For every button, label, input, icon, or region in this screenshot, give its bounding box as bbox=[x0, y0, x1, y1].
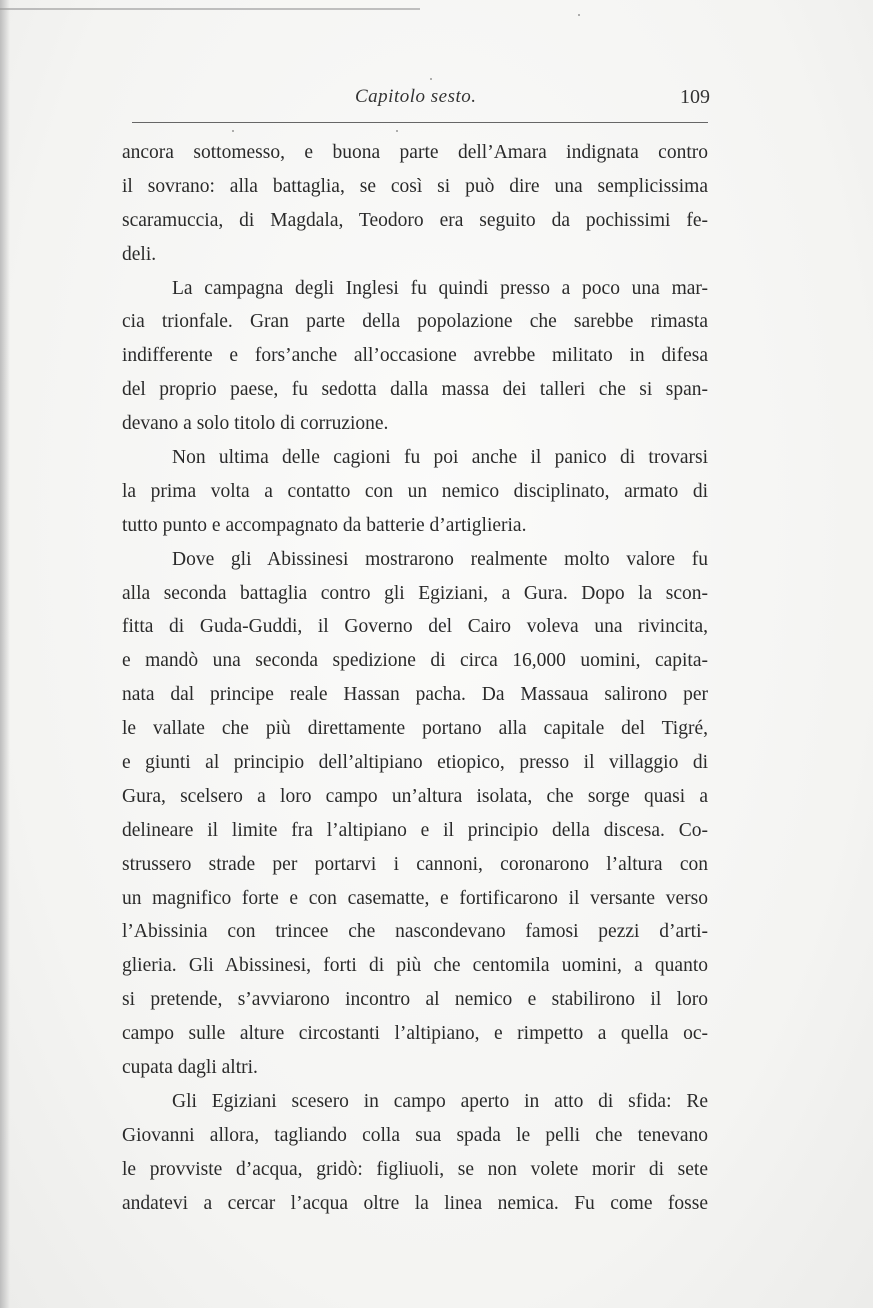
paragraph bbox=[122, 543, 708, 1085]
text-line: le vallate che più direttamente portano alla capitale del Tigré, bbox=[122, 718, 708, 740]
text-line: glieria. Gli Abissinesi, forti di più che centomila uomini, a quanto bbox=[122, 955, 708, 977]
text-line: deli. bbox=[122, 243, 157, 265]
text-body bbox=[122, 136, 708, 1221]
text-line: Dove gli Abissinesi mostrarono realmente molto valore fu bbox=[172, 548, 708, 570]
text-line: scaramuccia, di Magdala, Teodoro era seguito da pochissimi fe- bbox=[122, 209, 708, 231]
text-line: l’Abissinia con trincee che nascondevano famosi pezzi d’arti- bbox=[122, 921, 708, 943]
text-line: alla seconda battaglia contro gli Egiziani, a Gura. Dopo la scon- bbox=[122, 582, 708, 604]
text-line: indifferente e fors’anche all’occasione avrebbe militato in difesa bbox=[122, 345, 708, 367]
paragraph bbox=[122, 441, 708, 543]
text-line: La campagna degli Inglesi fu quindi presso a poco una mar- bbox=[172, 277, 708, 299]
text-line: Gli Egiziani scesero in campo aperto in atto di sfida: Re bbox=[172, 1090, 708, 1112]
scan-speck bbox=[430, 78, 432, 80]
text-line: e giunti al principio dell’altipiano etiopico, presso il villaggio di bbox=[122, 752, 708, 774]
text-line: nata dal principe reale Hassan pacha. Da Massaua salirono per bbox=[122, 684, 708, 706]
text-line: andatevi a cercar l’acqua oltre la linea nemica. Fu come fosse bbox=[122, 1192, 708, 1214]
text-line: Non ultima delle cagioni fu poi anche il panico di trovarsi bbox=[172, 447, 708, 469]
text-line: la prima volta a contatto con un nemico disciplinato, armato di bbox=[122, 480, 708, 502]
text-line: fitta di Guda-Guddi, il Governo del Cairo voleva una rivincita, bbox=[122, 616, 708, 638]
text-line: le provviste d’acqua, gridò: figliuoli, se non volete morir di sete bbox=[122, 1158, 708, 1180]
paragraph bbox=[122, 136, 708, 272]
text-line: del proprio paese, fu sedotta dalla massa dei talleri che si span- bbox=[122, 379, 708, 401]
scan-artifact-line bbox=[0, 8, 420, 10]
paragraph bbox=[122, 1085, 708, 1221]
scan-speck bbox=[232, 130, 234, 132]
scan-speck bbox=[578, 14, 580, 16]
scan-speck bbox=[396, 130, 398, 132]
page-number: 109 bbox=[680, 86, 710, 108]
text-line: campo sulle alture circostanti l’altipiano, e rimpetto a quella oc- bbox=[122, 1023, 708, 1045]
text-line: un magnifico forte e con casematte, e fortificarono il versante verso bbox=[122, 887, 708, 909]
header-rule bbox=[132, 122, 708, 123]
text-line: e mandò una seconda spedizione di circa 16,000 uomini, capita- bbox=[122, 650, 708, 672]
text-line: cupata dagli altri. bbox=[122, 1057, 258, 1079]
text-line: il sovrano: alla battaglia, se così si può dire una semplicissima bbox=[122, 175, 708, 197]
text-line: cia trionfale. Gran parte della popolazione che sarebbe rimasta bbox=[122, 311, 708, 333]
running-title: Capitolo sesto. bbox=[355, 86, 477, 107]
text-line: tutto punto e accompagnato da batterie d’artiglieria. bbox=[122, 514, 527, 536]
page-header bbox=[120, 78, 710, 114]
text-line: ancora sottomesso, e buona parte dell’Amara indignata contro bbox=[122, 142, 708, 163]
text-line: strussero strade per portarvi i cannoni, coronarono l’altura con bbox=[122, 853, 708, 875]
paragraph bbox=[122, 272, 708, 441]
text-line: devano a solo titolo di corruzione. bbox=[122, 413, 389, 435]
text-line: Gura, scelsero a loro campo un’altura isolata, che sorge quasi a bbox=[122, 785, 708, 807]
text-line: Giovanni allora, tagliando colla sua spada le pelli che tenevano bbox=[122, 1124, 708, 1146]
page-edge-shadow bbox=[0, 0, 10, 1308]
text-line: delineare il limite fra l’altipiano e il principio della discesa. Co- bbox=[122, 819, 708, 841]
text-line: si pretende, s’avviarono incontro al nemico e stabilirono il loro bbox=[122, 989, 708, 1011]
